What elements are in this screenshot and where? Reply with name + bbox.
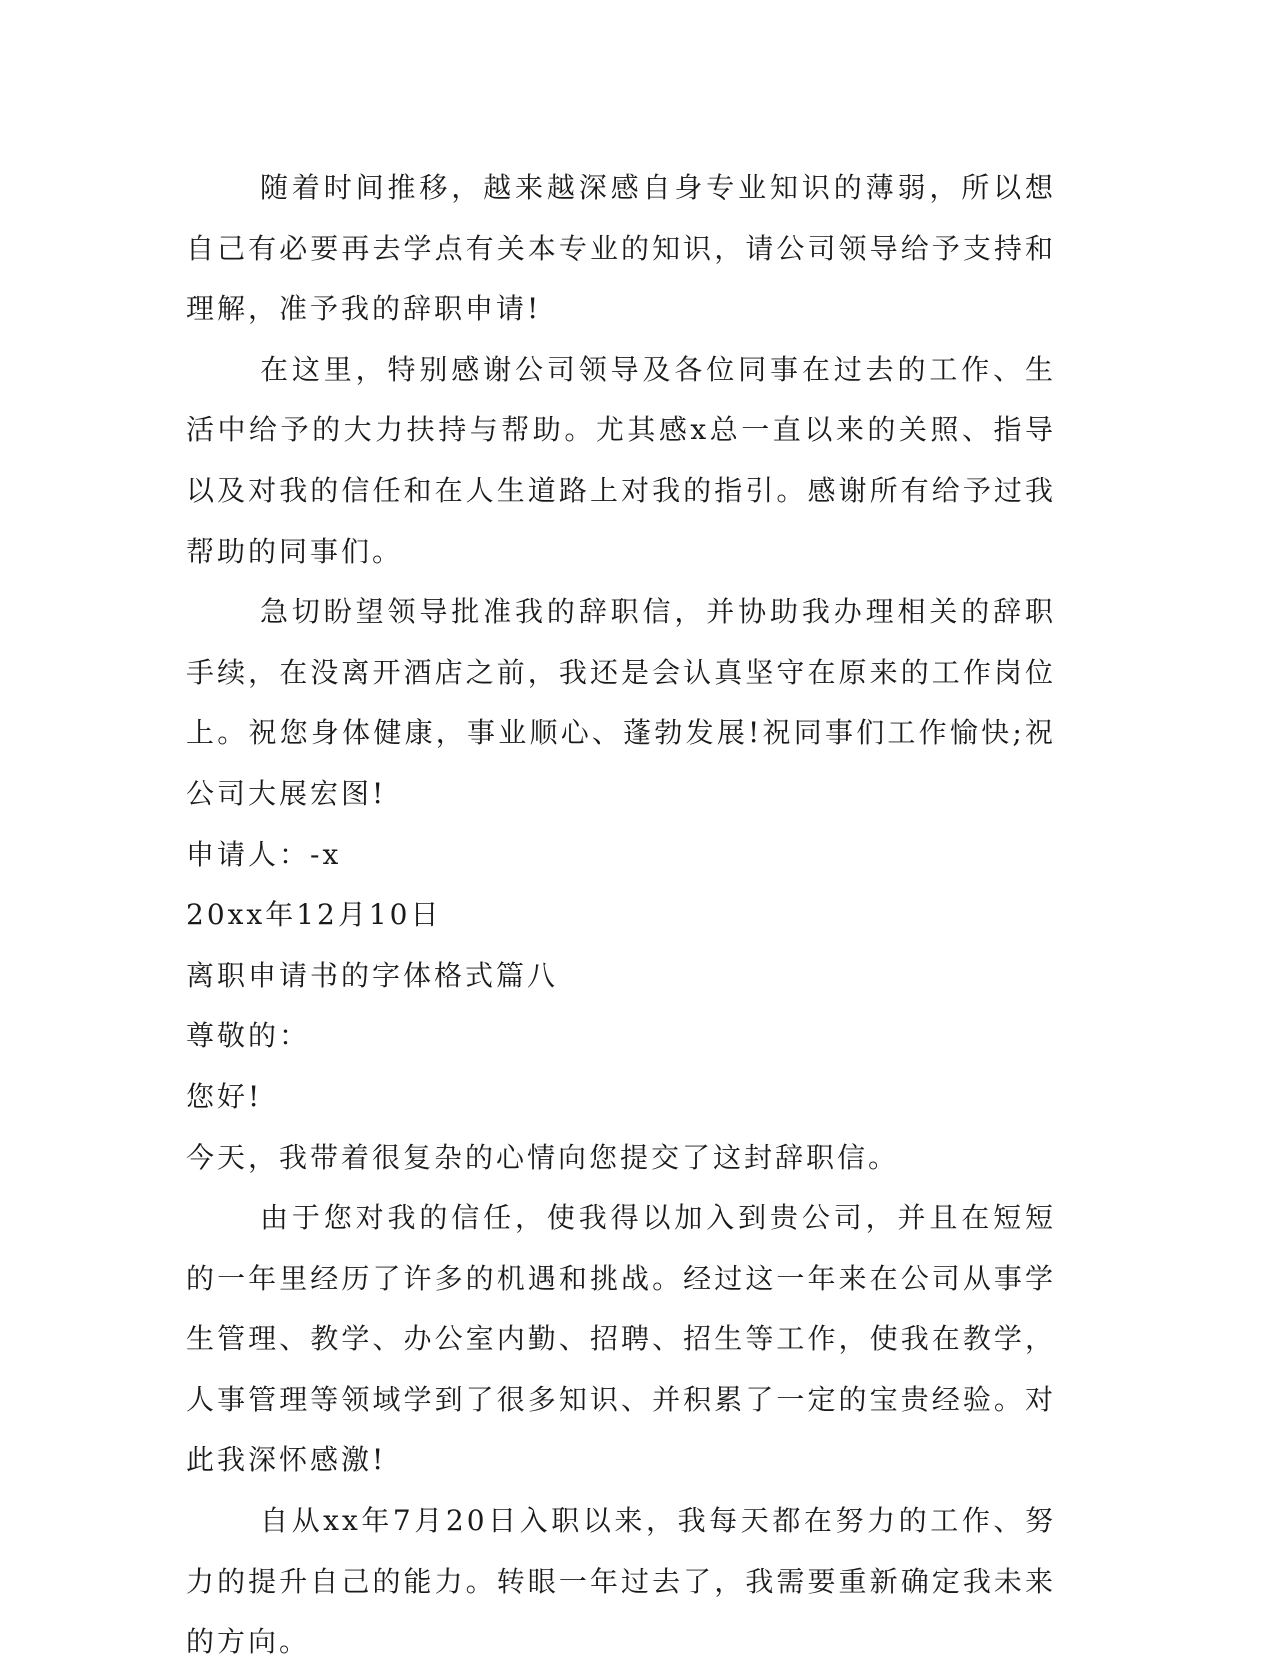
greeting: 您好! bbox=[186, 1079, 263, 1113]
paragraph-request-approval: 急切盼望领导批准我的辞职信，并协助我办理相关的辞职手续，在没离开酒店之前，我还是会认真坚守在原来的工作岗位上。祝您身体健康，事业顺心、蓬勃发展!祝同事们工作愉快;祝公司大展宏图! bbox=[186, 595, 1056, 810]
paragraph-thanks: 在这里，特别感谢公司领导及各位同事在过去的工作、生活中给予的大力扶持与帮助。尤其感x总一直以来的关照、指导以及对我的信任和在人生道路上对我的指引。感谢所有给予过我帮助的同事们。 bbox=[186, 352, 1056, 568]
section-heading: 离职申请书的字体格式篇八 bbox=[186, 958, 559, 992]
document-body bbox=[186, 158, 1056, 1673]
paragraph-direction: 自从xx年7月20日入职以来，我每天都在努力的工作、努力的提升自己的能力。转眼一年过去了，我需要重新确定我未来的方向。 bbox=[186, 1504, 1056, 1659]
date-line: 20xx年12月10日 bbox=[186, 898, 442, 932]
paragraph-opening: 今天，我带着很复杂的心情向您提交了这封辞职信。 bbox=[186, 1140, 900, 1174]
applicant-line: 申请人：-x bbox=[186, 837, 342, 871]
salutation: 尊敬的： bbox=[186, 1019, 311, 1053]
paragraph-gratitude: 由于您对我的信任，使我得以加入到贵公司，并且在短短的一年里经历了许多的机遇和挑战。经过这一年来在公司从事学生管理、教学、办公室内勤、招聘、招生等工作，使我在教学，人事管理等领域学到了很多知识、并积累了一定的宝贵经验。对此我深怀感激! bbox=[186, 1201, 1056, 1477]
paragraph-resignation-reason: 随着时间推移，越来越深感自身专业知识的薄弱，所以想自己有必要再去学点有关本专业的知识，请公司领导给予支持和理解，准予我的辞职申请! bbox=[186, 171, 1056, 326]
